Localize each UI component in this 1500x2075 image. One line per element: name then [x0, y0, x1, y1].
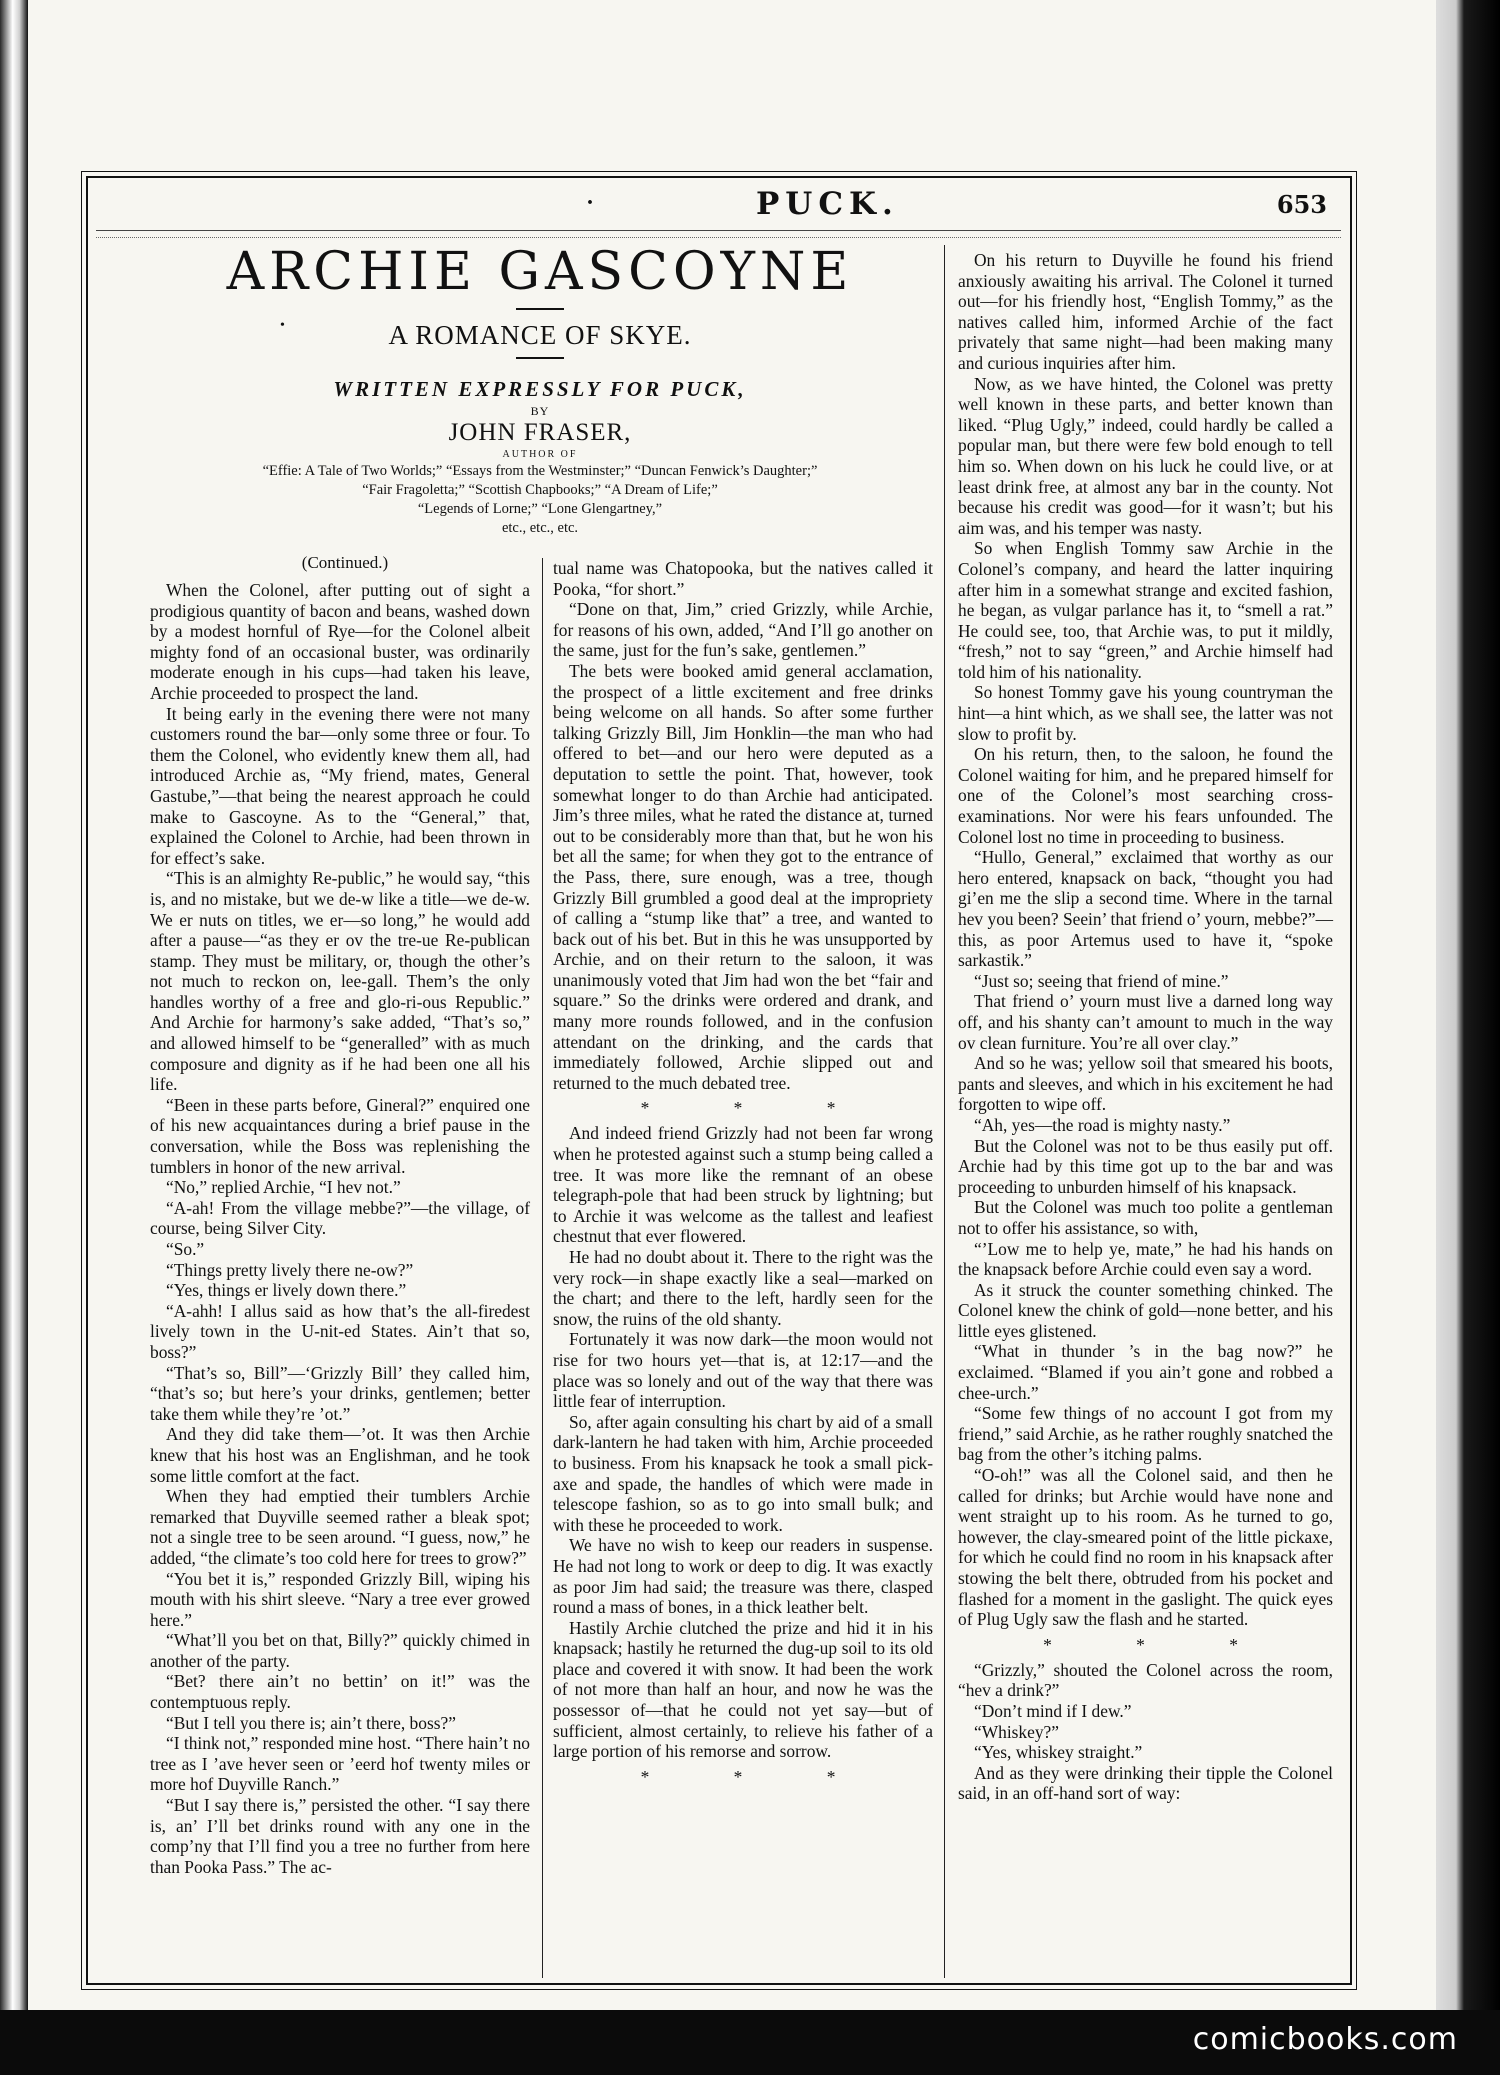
- column-divider: [944, 245, 945, 1978]
- paragraph: “Ah, yes—the road is mighty nasty.”: [974, 1114, 1231, 1135]
- header-dot: ·: [586, 190, 595, 216]
- paragraph: “A-ah! From the village mebbe?”—the village, of course, being Silver City.: [150, 1197, 530, 1239]
- article-heading: [140, 238, 940, 538]
- paragraph: “Whiskey?”: [974, 1721, 1059, 1742]
- paragraph: “I think not,” responded mine host. “There hain’t no tree as I ’ave hever seen or ’eerd hof twenty miles or more hof Duyville Ranch.”: [150, 1733, 530, 1795]
- paragraph: And they did take them—’ot. It was then Archie knew that his host was an Englishman, and he took some little comfort at the fact.: [150, 1424, 530, 1486]
- byline-by: BY: [530, 404, 550, 418]
- site-watermark: comicbooks.com: [1192, 2022, 1458, 2057]
- paragraph: But the Colonel was not to be thus easily put off. Archie had by this time got up to the bar and was proceeding to unburden himself of his knapsack.: [958, 1135, 1333, 1197]
- paragraph: As it struck the counter something chinked. The Colonel knew the chink of gold—none better, and his little eyes glistened.: [958, 1279, 1333, 1341]
- paragraph: “Grizzly,” shouted the Colonel across the room, “hev a drink?”: [958, 1659, 1333, 1701]
- masthead-header: [96, 182, 1341, 232]
- paragraph: “But I tell you there is; ain’t there, boss?”: [166, 1712, 456, 1733]
- author-works: [140, 462, 940, 538]
- paragraph: “But I say there is,” persisted the other. “I say there is, an’ I’ll bet drinks round with any one in the comp’ny that I’ll find you a tree no further from here than Pooka Pass.” The ac-: [150, 1795, 530, 1877]
- masthead-title: PUCK.: [756, 186, 899, 222]
- paragraph: “Hullo, General,” exclaimed that worthy as our hero entered, knapsack on back, “thought you had gi’en me the slip a second time. Where in the tarnal hev you been? Seein’ that friend o’ yourn, mebbe?”—this, as poor Artemus used to have it, “spoke sarkastik.”: [958, 847, 1333, 971]
- paragraph: “You bet it is,” responded Grizzly Bill, wiping his mouth with his shirt sleeve. “Nary a tree ever growed here.”: [150, 1568, 530, 1630]
- paragraph: It being early in the evening there were not many customers round the bar—only some three or four. To them the Colonel, who evidently knew them all, had introduced Archie as, “My friend, mates, General Gastube,”—that being the nearest approach he could make to Gascoyne. As to the “General,” that, explained the Colonel to Archie, had been thrown in for effect’s sake.: [150, 703, 530, 868]
- column-1: [150, 580, 530, 1877]
- works-line: “Effie: A Tale of Two Worlds;” “Essays from the Westminster;” “Duncan Fenwick’s Daughter;”: [262, 463, 818, 479]
- paragraph: When the Colonel, after putting out of sight a prodigious quantity of bacon and beans, washed down by a modest hornful of Rye—for the Colonel albeit mighty fond of an occasional buster, was ordinarily moderate enough in his cups—had taken his leave, Archie proceeded to prospect the land.: [150, 580, 530, 703]
- paragraph: “So.”: [166, 1239, 205, 1259]
- title-rule: [516, 308, 564, 310]
- paragraph: “Just so; seeing that friend of mine.”: [974, 970, 1229, 991]
- section-break: * * *: [1043, 1634, 1278, 1655]
- paragraph: On his return, then, to the saloon, he found the Colonel waiting for him, and he prepared himself for one of the Colonel’s most searching cross-examinations. Nor were his fears unfounded. The Colonel lost no time in proceeding to business.: [958, 744, 1333, 847]
- paragraph: And indeed friend Grizzly had not been far wrong when he protested against such a stump being called a tree. It was more like the remnant of an obese telegraph-pole that had been struck by lightning; but to Archie it was welcome as the tallest and leafiest chestnut that ever flowered.: [553, 1123, 933, 1247]
- title-bullet: •: [280, 318, 285, 333]
- paragraph: “Done on that, Jim,” cried Grizzly, while Archie, for reasons of his own, added, “And I’ll go another on the same, just for the fun’s sake, gentlemen.”: [553, 599, 933, 661]
- paragraph: So honest Tommy gave his young countryman the hint—a hint which, as we shall see, the latter was not slow to profit by.: [958, 682, 1333, 744]
- paragraph: Fortunately it was now dark—the moon would not rise for two hours yet—that is, at 12:17—and the place was so lonely and out of the way that there was little fear of interruption.: [553, 1329, 933, 1412]
- paragraph: “No,” replied Archie, “I hev not.”: [166, 1177, 401, 1198]
- paragraph: “What in thunder ’s in the bag now?” he exclaimed. “Blamed if you ain’t gone and robbed a chee-urch.”: [958, 1341, 1333, 1403]
- author-of-label: AUTHOR OF: [502, 449, 578, 460]
- column-2: [553, 558, 933, 1792]
- works-line: “Fair Fragoletta;” “Scottish Chapbooks;” “A Dream of Life;”: [362, 482, 718, 498]
- paragraph: Hastily Archie clutched the prize and hid it in his knapsack; hastily he returned the dug-up soil to its old place and covered it with snow. It had been the work of not more than half an hour, and now he was the possessor of—that he could not yet say—but of sufficient, almost certainly, to relieve his father of a large portion of his remorse and sorrow.: [553, 1617, 933, 1762]
- section-break: * * *: [640, 1098, 876, 1119]
- paragraph: The bets were booked amid general acclamation, the prospect of a little excitement and free drinks being welcome on all hands. So after some further talking Grizzly Bill, Jim Honklin—the man who had offered to bet—and our hero were deputed as a deputation to settle the point. That, however, took somewhat longer to do than Archie had anticipated. Jim’s three miles, what he rated the distance at, turned out to be considerably more than that, but he won his bet all the same; for when they got to the entrance of the Pass, there, sure enough, was a tree, though Grizzly Bill grumbled a good deal at the impropriety of calling a “stump like that” a tree, and wanted to back out of his bet. But in this he was unsupported by Archie, and on their return to the saloon, it was unanimously voted that Jim had won the bet “fair and square.” So the drinks were ordered and drank, and many more rounds followed, and in the confusion attendant on the drinking, and the cards that immediately followed, Archie slipped out and returned to the much debated tree.: [553, 660, 933, 1093]
- paragraph: And as they were drinking their tipple the Colonel said, in an off-hand sort of way:: [958, 1762, 1333, 1804]
- works-line: “Legends of Lorne;” “Lone Glengartney,”: [417, 501, 663, 517]
- paragraph: “This is an almighty Re-public,” he would say, “this is, and no mistake, but we de-w like a title—we de-w. We er nuts on titles, we er—so long,” he would add after a pause—“as they er ov the tre-ue Re-publican stamp. They must be military, or, though the other’s not much to reckon on, lee-gall. Them’s the only handles worthy of a free and glo-ri-ous Republic.” And Archie for harmony’s sake added, “That’s so,” and allowed himself to be “generalled” with as much composure and dignity as if he had been one all his life.: [150, 868, 530, 1095]
- paragraph: “’Low me to help ye, mate,” he had his hands on the knapsack before Archie could even say a word.: [958, 1238, 1333, 1280]
- paragraph: “Bet? there ain’t no bettin’ on it!” was the contemptuous reply.: [150, 1671, 530, 1713]
- paragraph: So when English Tommy saw Archie in the Colonel’s company, and heard the latter inquiring after him in a somewhat strange and excited fashion, he began, as vulgar parlance has it, to “smell a rat.” He could see, too, that Archie was, to put it mildly, “fresh,” not to say “green,” and Archie himself had told him of his nationality.: [958, 538, 1333, 682]
- page-number: 653: [1276, 190, 1327, 219]
- paragraph: That friend o’ yourn must live a darned long way off, and his shanty can’t amount to much in the way ov clean furniture. You’re all over clay.”: [958, 991, 1333, 1053]
- paragraph: “That’s so, Bill”—‘Grizzly Bill’ they called him, “that’s so; but here’s your drinks, gentlemen; better take them while they’re ’ot.”: [150, 1362, 530, 1424]
- author-name: JOHN FRASER,: [448, 419, 632, 446]
- header-rule: [96, 230, 1341, 238]
- paragraph: Now, as we have hinted, the Colonel was pretty well known in these parts, and better known than liked. “Plug Ugly,” indeed, could hardly be called a popular man, but there were few bold enough to tell him so. When down on his luck he could live, or at least drink free, at almost any bar in the county. Not because his credit was good—for it wasn’t; but his aim was, and his temper was nasty.: [958, 373, 1333, 538]
- written-for-line: WRITTEN EXPRESSLY FOR PUCK,: [333, 377, 747, 401]
- paragraph: “O-oh!” was all the Colonel said, and then he called for drinks; but Archie would have none and went straight up to his room. As he turned to go, however, the clay-smeared point of the little pickaxe, for which he could find no room in his knapsack after stowing the belt there, obtruded from his pocket and flashed for a moment in the gaslight. The quick eyes of Plug Ugly saw the flash and he started.: [958, 1465, 1333, 1630]
- paragraph: “Don’t mind if I dew.”: [974, 1700, 1132, 1721]
- paragraph: “Yes, things er lively down there.”: [166, 1280, 407, 1301]
- article-subtitle: A ROMANCE OF SKYE.: [388, 320, 692, 350]
- continued-label: (Continued.): [301, 553, 389, 572]
- paragraph: So, after again consulting his chart by aid of a small dark-lantern he had taken with him, Archie proceeded to business. From his knapsack he took a small pick-axe and spade, the handles of which were made in telescope fashion, so as to go into small bulk; and with these he proceeded to work.: [553, 1411, 933, 1535]
- paragraph: When they had emptied their tumblers Archie remarked that Duyville seemed rather a bleak spot; not a single tree to be seen around. “I guess, now,” he added, “the climate’s too cold here for trees to grow?”: [150, 1486, 530, 1568]
- column-3: [958, 250, 1333, 1804]
- paragraph: “Been in these parts before, Gineral?” enquired one of his new acquaintances during a brief pause in the conversation, while the Boss was replenishing the tumblers in honor of the new arrival.: [150, 1094, 530, 1177]
- paragraph: He had no doubt about it. There to the right was the very rock—in shape exactly like a seal—marked on the chart; and there to the left, hardly seen for the snow, the ruins of the old shanty.: [553, 1247, 933, 1329]
- paragraph: “Some few things of no account I got from my friend,” said Archie, as he rather roughly snatched the bag from the other’s itching palms.: [958, 1403, 1333, 1465]
- page-edge: [1436, 0, 1500, 2075]
- article-title: ARCHIE GASCOYNE: [226, 242, 854, 302]
- works-line: etc., etc., etc.: [501, 520, 579, 536]
- column-divider: [542, 558, 543, 1978]
- paragraph: On his return to Duyville he found his friend anxiously awaiting his arrival. The Colonel it turned out—for his friendly host, “English Tommy,” as the natives called him, informed Archie of the fact privately that same night—had been making many and curious inquiries after him.: [958, 250, 1333, 373]
- paragraph: tual name was Chatopooka, but the natives called it Pooka, “for short.”: [553, 558, 933, 599]
- paragraph: And so he was; yellow soil that smeared his boots, pants and sleeves, and which in his excitement he had forgotten to wipe off.: [958, 1053, 1333, 1115]
- section-break: * * *: [640, 1766, 876, 1787]
- paragraph: “A-ahh! I allus said as how that’s the all-firedest lively town in the U-nit-ed States. Ain’t that so, boss?”: [150, 1300, 530, 1362]
- paragraph: “Yes, whiskey straight.”: [974, 1742, 1143, 1763]
- subtitle-rule: [516, 357, 564, 359]
- paragraph: “What’ll you bet on that, Billy?” quickly chimed in another of the party.: [150, 1630, 530, 1671]
- paragraph: We have no wish to keep our readers in suspense. He had not long to work or deep to dig. It was exactly as poor Jim had said; the treasure was there, clasped round a mass of bones, in a thick leather belt.: [553, 1535, 933, 1618]
- page-binding-shadow: [0, 0, 28, 2075]
- paragraph: “Things pretty lively there ne-ow?”: [166, 1259, 414, 1280]
- paragraph: But the Colonel was much too polite a gentleman not to offer his assistance, so with,: [958, 1197, 1333, 1238]
